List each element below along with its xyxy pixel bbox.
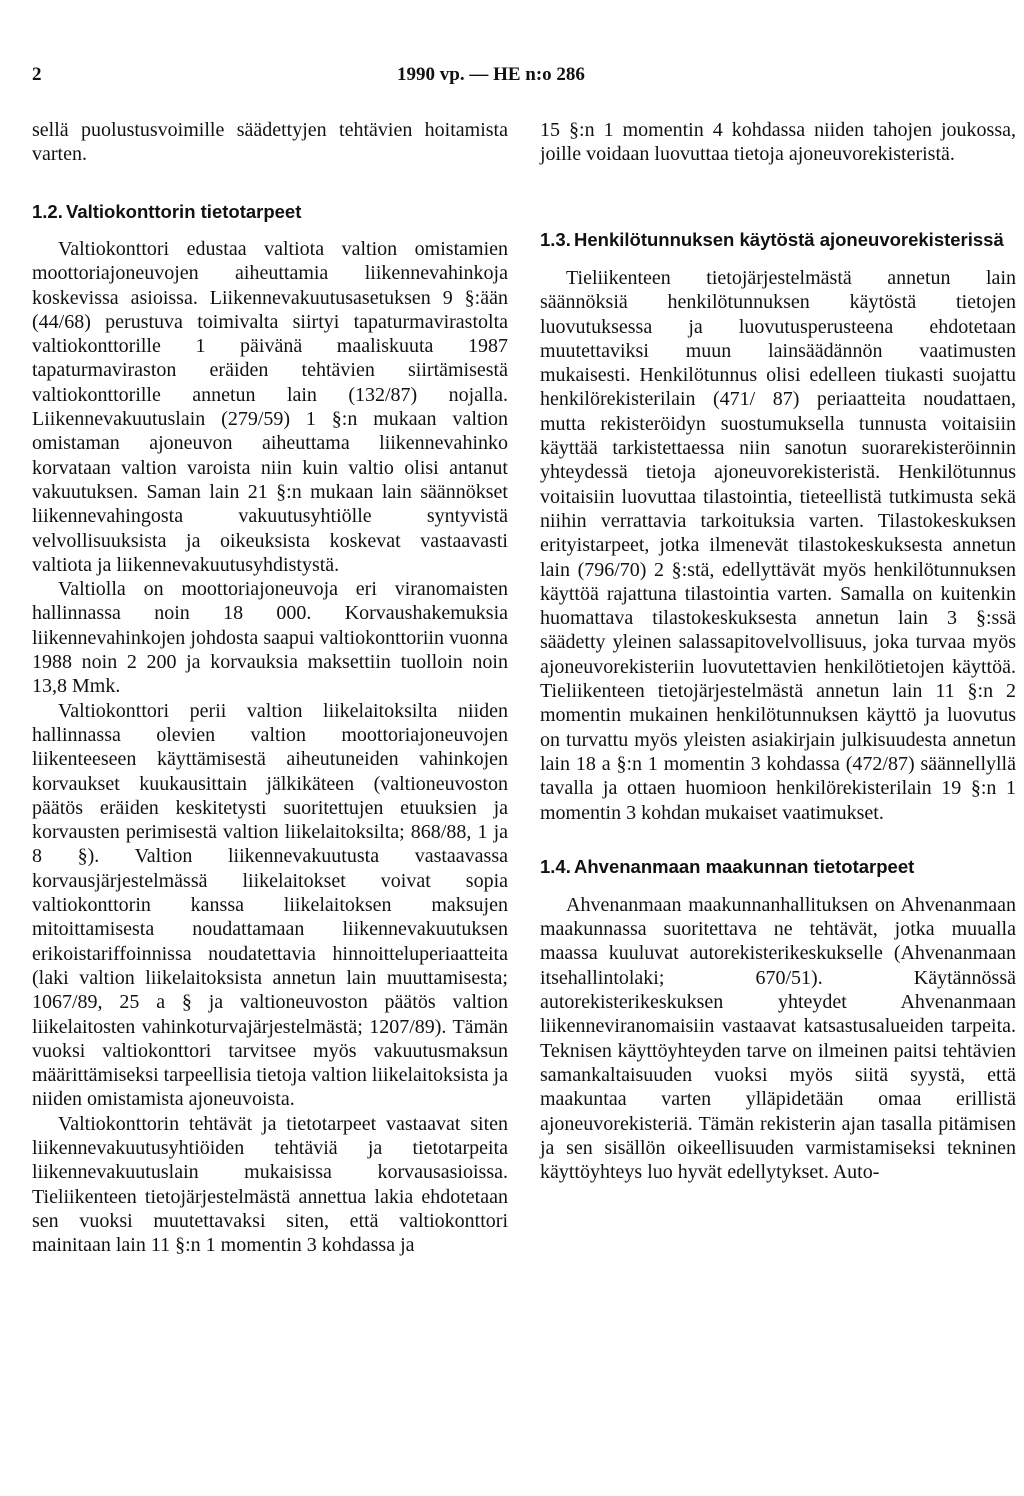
section-title: Valtiokonttorin tietotarpeet	[66, 201, 302, 222]
section-heading-1-4	[540, 855, 1016, 879]
paragraph: Ahvenanmaan maakunnanhallituksen on Ahvenanmaan maakunnassa suoritettava ne tehtävät, jotka muualla maassa kuuluvat autorekisterikeskukselle (Ahvenanmaan itsehallintolaki; 670/51). Käytännössä autorekisterikeskuksen yhteydet Ahvenanmaan liikenneviranomaisiin vastaavat katsastusalueiden tarpeita. Teknisen käyttöyhteyden tarve on ilmeinen paitsi tehtävien samankaltaisuuden vuoksi myös siitä syystä, että maakuntaa varten ylläpidetään omaa erillistä ajoneuvorekisteriä. Tämän rekisterin ajan tasalla pitämisen ja sen sisällön oikeellisuuden varmistamiseksi tekninen käyttöyhteys luo hyvät edellytykset. Auto-	[540, 893, 1016, 1184]
page-number: 2	[32, 64, 42, 85]
section-title: Ahvenanmaan maakunnan tietotarpeet	[574, 855, 915, 877]
paragraph: Valtiokonttorin tehtävät ja tietotarpeet vastaavat siten liikennevakuutusyhtiöiden tehtäviä ja tietotarpeita liikennevakuutuslain mukaisissa korvausasioissa. Tieliikenteen tietojärjestelmästä annettua lakia ehdotetaan sen vuoksi muutettavaksi siten, että valtiokonttori mainitaan lain 11 §:n 1 momentin 3 kohdassa ja	[32, 1112, 508, 1257]
section-number: 1.2.	[32, 201, 63, 222]
section-heading-1-2	[32, 200, 508, 224]
paragraph: Valtiokonttori perii valtion liikelaitoksilta niiden hallinnassa olevien valtion moottoriajoneuvojen liikenteeseen käyttämisestä aiheutuneiden vahinkojen korvaukset kuukausittain jälkikäteen (valtioneuvoston päätös eräiden keskitetysti suoritettujen etuuksien ja korvausten perimisestä valtion liikelaitoksilta; 868/88, 1 ja 8 §). Valtion liikennevakuutusta vastaavassa korvausjärjestelmässä liikelaitokset voivat sopia valtiokonttorin kanssa liikelaitoksen maksujen mitoittamisesta noudattamaan liikennevakuutuksen erikoistariffoinnissa noudatettavia hinnoitteluperiaatteita (laki valtion liikelaitoksista annetun lain muuttamisesta; 1067/89, 25 a § ja valtioneuvoston päätös valtion liikelaitosten vahinkoturvajärjestelmästä; 1207/89). Tämän vuoksi valtiokonttori tarvitsee myös vakuutusmaksun määrittämiseksi tarpeellisia tietoja valtion liikelaitoksista ja niiden omistamista ajoneuvoista.	[32, 699, 508, 1111]
right-column	[540, 118, 1016, 1184]
paragraph: Tieliikenteen tietojärjestelmästä annetun lain säännöksiä henkilötunnuksen käytöstä tietojen luovutuksessa ja luovutusperusteena ehdotetaan muutettaviksi muun lainsäädännön vaatimusten mukaisesti. Henkilötunnus olisi edelleen tiukasti suojattu henkilörekisterilain (471/ 87) periaatteita noudattaen, mutta rekisteröidyn suostumuksella tunnusta voitaisiin käyttää tarkistettaessa niin sanotun suorarekisteröinnin yhteydessä tietoja ajoneuvorekisteristä. Henkilötunnus voitaisiin luovuttaa tilastointia, tieteellistä tutkimusta sekä niihin verrattavia tarkoituksia varten. Tilastokeskuksen erityistarpeet, jotka ilmenevät tilastokeskuksesta annetun lain (796/70) 2 §:stä, edellyttävät myös henkilötunnuksen käyttöä rajattuna tilastointia varten. Samalla on kuitenkin huomattava tilastokeskuksesta annetun lain 3 §:ssä säädetty yleinen salassapitovelvollisuus, joka turvaa myös ajoneuvorekisteriin luovutettavien henkilötietojen käyttöä. Tieliikenteen tietojärjestelmästä annetun lain 11 §:n 2 momentin mukainen henkilötunnuksen käyttö ja luovutus on turvattu myös yleisten asiakirjain julkisuudesta annetun lain 18 a §:n 1 momentin 3 kohdassa (472/87) säännellyllä tavalla ja ottaen huomioon henkilörekisterilain 19 §:n 1 momentin 3 kohdan mukaiset vaatimukset.	[540, 267, 1016, 824]
right-intro-paragraph: 15 §:n 1 momentin 4 kohdassa niiden tahojen joukossa, joille voidaan luovuttaa tietoja ajoneuvorekisteristä.	[540, 119, 1016, 166]
section-number: 1.4.	[540, 855, 571, 877]
paragraph: Valtiolla on moottoriajoneuvoja eri viranomaisten hallinnassa noin 18 000. Korvaushakemuksia liikennevahinkojen johdosta saapui valtiokonttoriin vuonna 1988 noin 2 200 ja korvauksia maksettiin tuolloin noin 13,8 Mmk.	[32, 578, 508, 698]
section-heading-1-3	[540, 228, 1016, 252]
running-header: 1990 vp. — HE n:o 286	[397, 64, 585, 85]
section-title: Henkilötunnuksen käytöstä ajoneuvorekisterissä	[574, 229, 1004, 250]
left-column	[32, 118, 508, 1257]
left-intro-paragraph: sellä puolustusvoimille säädettyjen tehtävien hoitamista varten.	[32, 119, 508, 166]
section-number: 1.3.	[540, 229, 571, 250]
paragraph: Valtiokonttori edustaa valtiota valtion omistamien moottoriajoneuvojen aiheuttamia liikennevahinkoja koskevissa asioissa. Liikennevakuutusasetuksen 9 §:ään (44/68) perustuva toimivalta siirtyi tapaturmavirastolta valtiokonttorille 1 päivänä maaliskuuta 1987 tapaturmaviraston eräiden tehtävien siirtämisestä valtiokonttorille annetun lain (132/87) nojalla. Liikennevakuutuslain (279/59) 1 §:n mukaan valtion omistaman ajoneuvon aiheuttama liikennevahinko korvataan valtion varoista niin kuin valtio olisi antanut vakuutuksen. Saman lain 21 §:n mukaan lain säännökset liikennevahingosta vakuutusyhtiölle syntyvistä velvollisuuksista ja oikeuksista koskevat vastaavasti valtiota ja liikennevakuutusyhdistystä.	[32, 238, 508, 576]
